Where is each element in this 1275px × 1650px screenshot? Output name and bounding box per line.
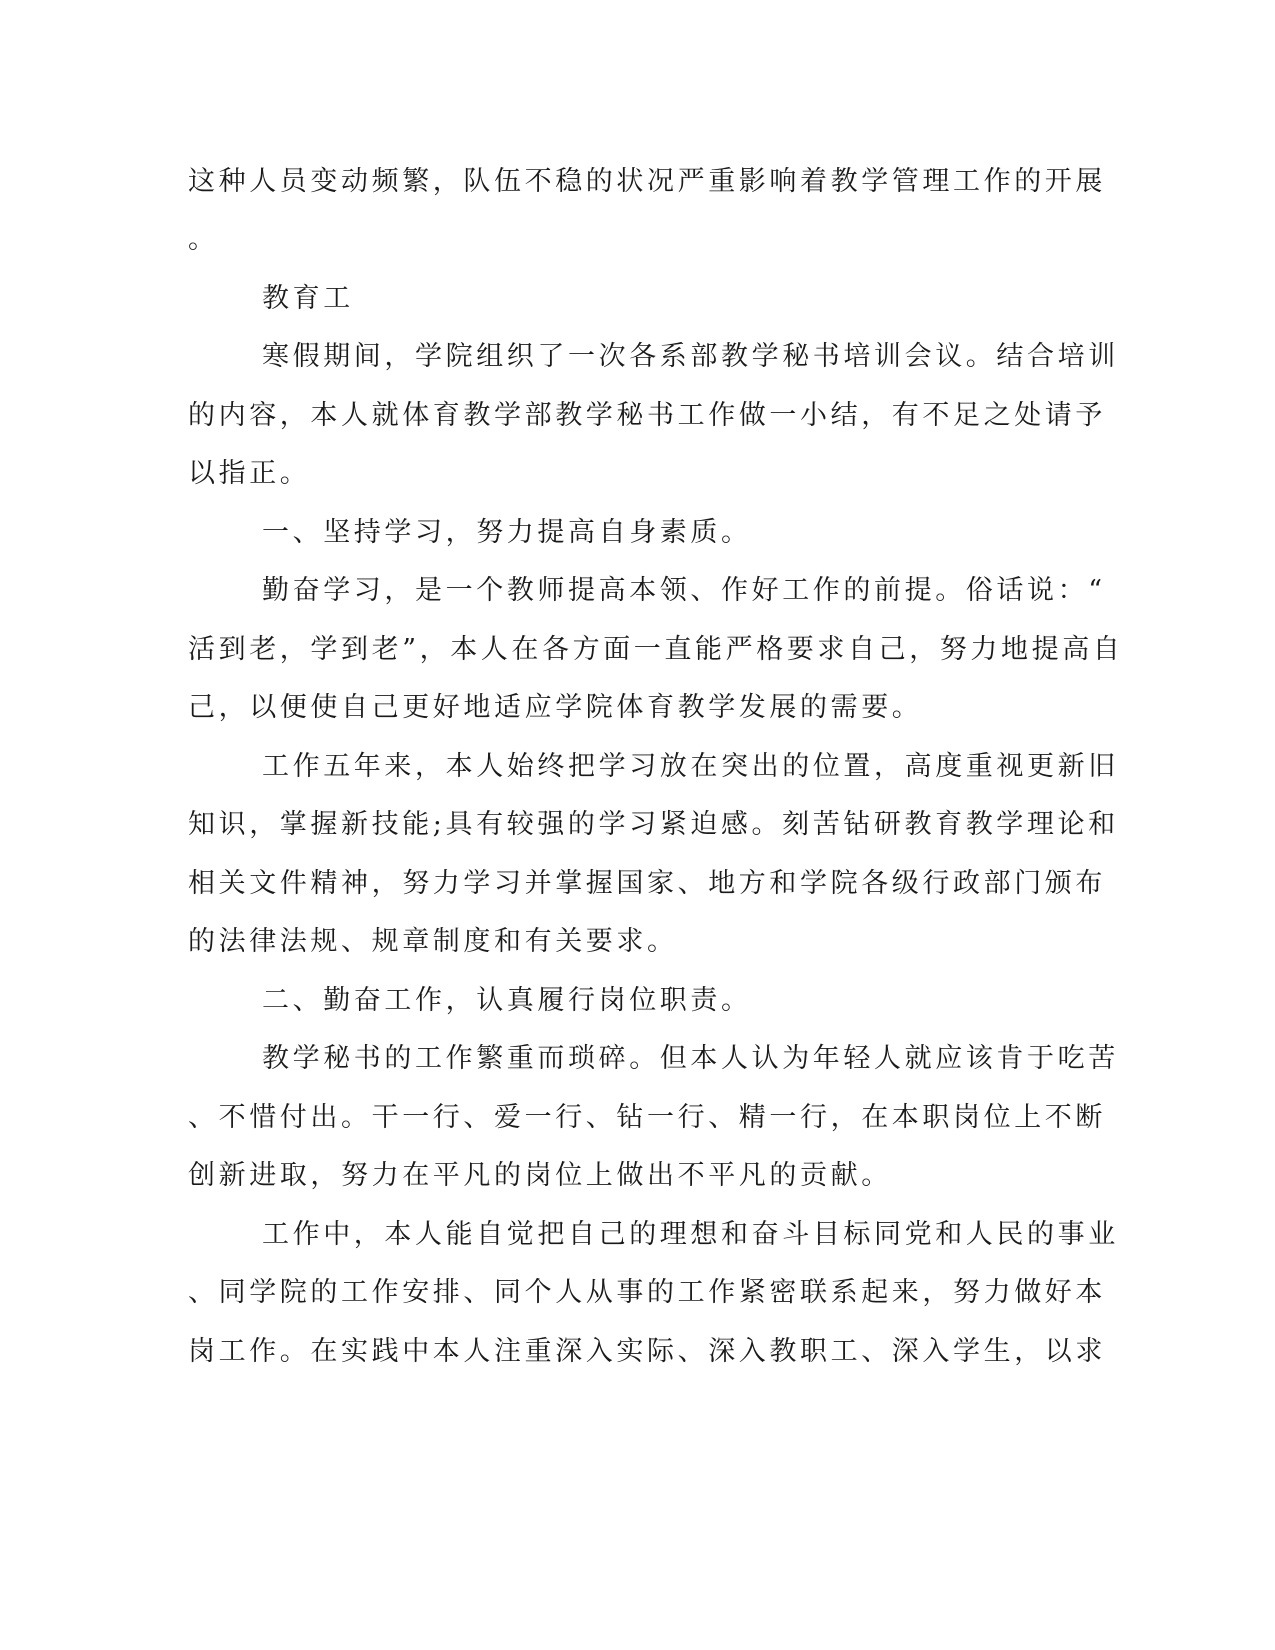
body-line: 岗工作。在实践中本人注重深入实际、深入教职工、深入学生，以求 (188, 1336, 1106, 1367)
paragraph-start: 工作五年来，本人始终把学习放在突出的位置，高度重视更新旧 (262, 751, 1119, 782)
section-heading: 二、勤奋工作，认真履行岗位职责。 (262, 985, 752, 1016)
body-line: 这种人员变动频繁，队伍不稳的状况严重影响着教学管理工作的开展 (188, 166, 1106, 197)
section-fragment: 教育工 (262, 283, 354, 314)
paragraph-start: 勤奋学习，是一个教师提高本领、作好工作的前提。俗话说：“ (262, 575, 1106, 606)
body-line: 以指正。 (188, 458, 311, 489)
body-line: 、不惜付出。干一行、爱一行、钻一行、精一行，在本职岗位上不断 (188, 1102, 1106, 1133)
body-line: 的内容，本人就体育教学部教学秘书工作做一小结，有不足之处请予 (188, 400, 1106, 431)
body-line: 、同学院的工作安排、同个人从事的工作紧密联系起来，努力做好本 (188, 1277, 1106, 1308)
body-line: 相关文件精神，努力学习并掌握国家、地方和学院各级行政部门颁布 (188, 868, 1106, 899)
body-line: 创新进取，努力在平凡的岗位上做出不平凡的贡献。 (188, 1160, 892, 1191)
body-line: 己，以便使自己更好地适应学院体育教学发展的需要。 (188, 692, 923, 723)
paragraph-start: 教学秘书的工作繁重而琐碎。但本人认为年轻人就应该肯于吃苦 (262, 1043, 1119, 1074)
body-line: 知识，掌握新技能;具有较强的学习紧迫感。刻苦钻研教育教学理论和 (188, 809, 1119, 840)
paragraph-start: 工作中，本人能自觉把自己的理想和奋斗目标同党和人民的事业 (262, 1219, 1119, 1250)
paragraph-start: 寒假期间，学院组织了一次各系部教学秘书培训会议。结合培训 (262, 341, 1119, 372)
body-line: 活到老，学到老”，本人在各方面一直能严格要求自己，努力地提高自 (188, 634, 1124, 665)
body-line: 。 (188, 224, 219, 255)
section-heading: 一、坚持学习，努力提高自身素质。 (262, 517, 752, 548)
body-line: 的法律法规、规章制度和有关要求。 (188, 926, 678, 957)
